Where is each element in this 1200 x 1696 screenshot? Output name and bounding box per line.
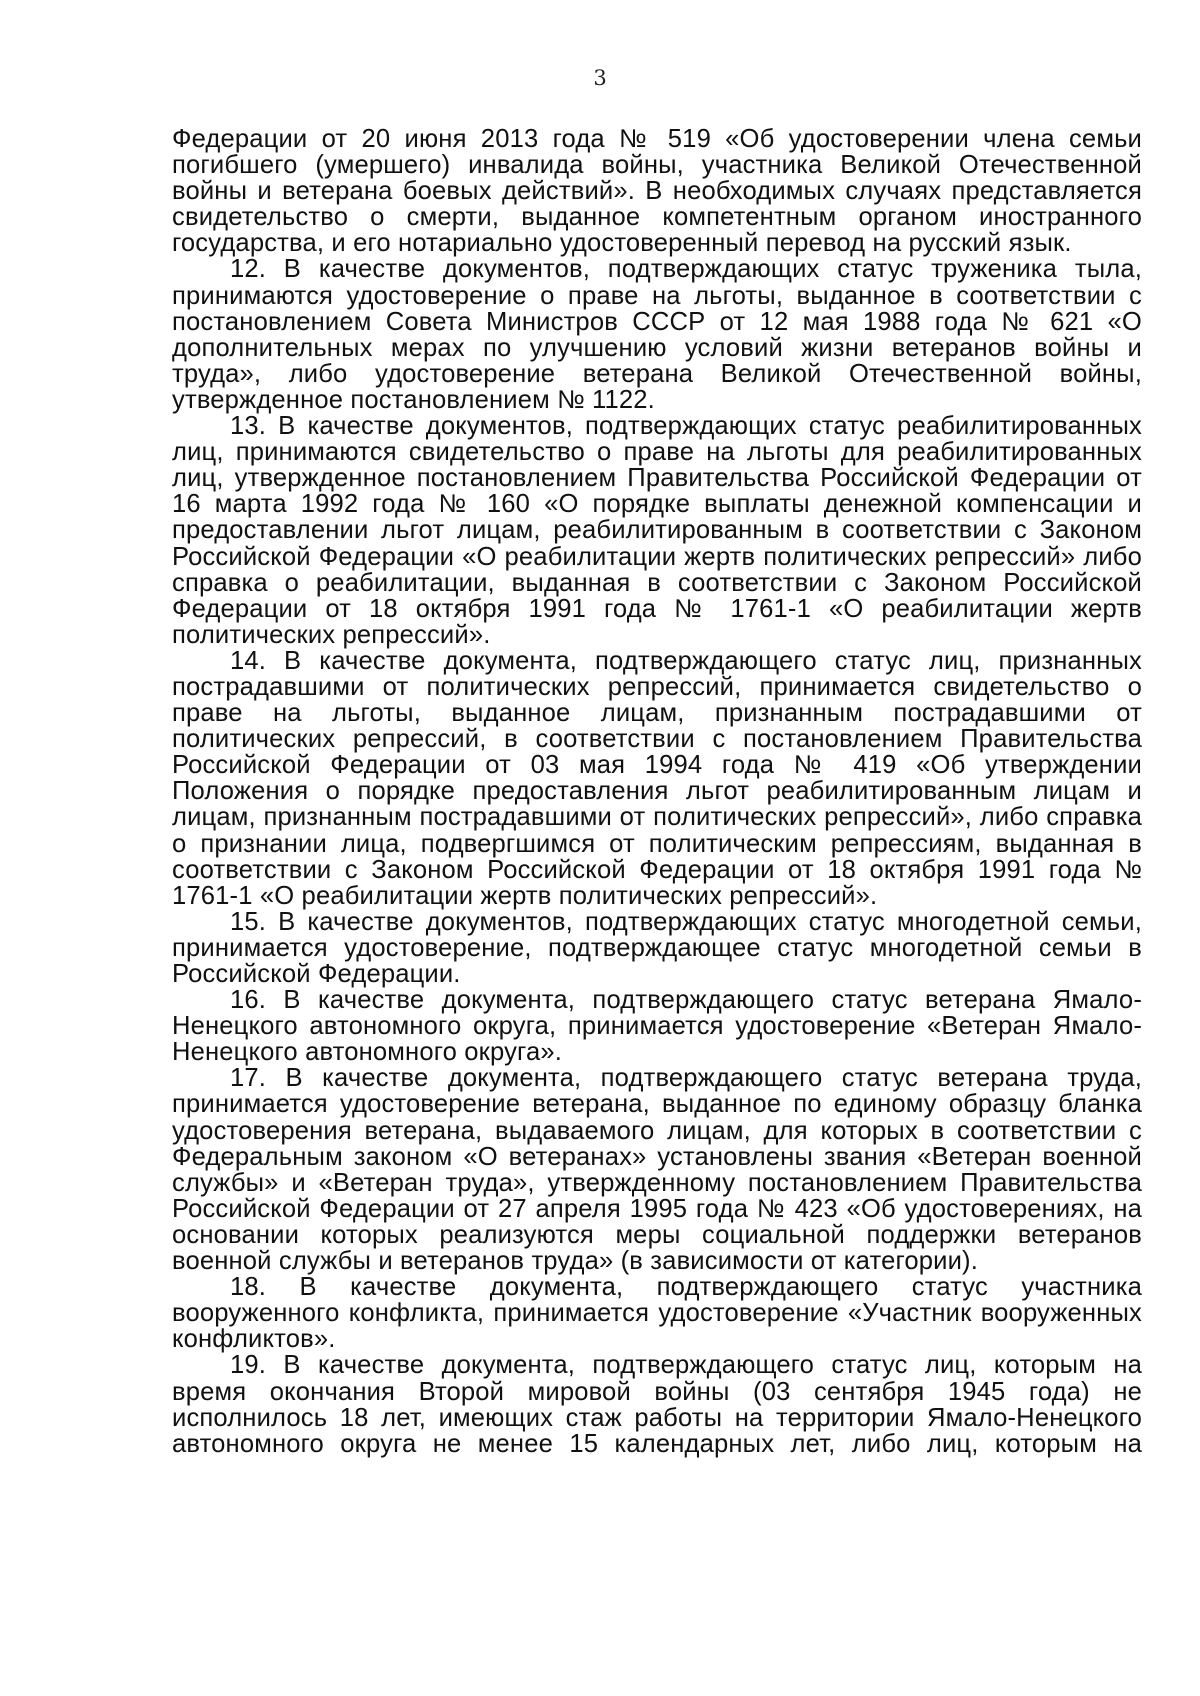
paragraph-item-12: 12. В качестве документов, подтверждающих статус труженика тыла, принимаются удостоверение о праве на льготы, выданное в соответствии с постановлением Совета Министров СССР от 12 мая 1988 года № 621 «О дополнительных мерах по улучшению условий жизни ветеранов войны и труда», либо удостоверение ветерана Великой Отечественной войны, утвержденное постановлением № 1122.: [172, 255, 1142, 414]
page-number: 3: [593, 66, 607, 90]
paragraph-item-14: 14. В качестве документа, подтверждающего статус лиц, признанных пострадавшими от политических репрессий, принимается свидетельство о праве на льготы, выданное лицам, признанным пострадавшими от политических репрессий, в соответствии с постановлением Правительства Российской Федерации от 03 мая 1994 года № 419 «Об утверждении Положения о порядке предоставления льгот реабилитированным лицам и лицам, признанным пострадавшими от политических репрессий», либо справка о признании лица, подвергшимся от политическим репрессиям, выданная в соответствии с Законом Российской Федерации от 18 октября 1991 года № 1761-1 «О реабилитации жертв политических репрессий».: [172, 646, 1142, 910]
paragraph-item-19: 19. В качестве документа, подтверждающего статус лиц, которым на время окончания Второй мировой войны (03 сентября 1945 года) не исполнилось 18 лет, имеющих стаж работы на территории Ямало-Ненецкого автономного округа не менее 15 календарных лет, либо лиц, которым на: [172, 1351, 1142, 1458]
document-body: [172, 126, 1142, 1457]
paragraph-item-16: 16. В качестве документа, подтверждающего статус ветерана Ямало-Ненецкого автономного округа, принимается удостоверение «Ветеран Ямало-Ненецкого автономного округа».: [172, 986, 1142, 1067]
paragraph-item-18: 18. В качестве документа, подтверждающего статус участника вооруженного конфликта, принимается удостоверение «Участник вооруженных конфликтов».: [172, 1273, 1142, 1354]
paragraph-item-15: 15. В качестве документов, подтверждающих статус многодетной семьи, принимается удостоверение, подтверждающее статус многодетной семьи в Российской Федерации.: [172, 907, 1142, 988]
paragraph-item-17: 17. В качестве документа, подтверждающего статус ветерана труда, принимается удостоверение ветерана, выданное по единому образцу бланка удостоверения ветерана, выдаваемого лицам, для которых в соответствии с Федеральным законом «О ветеранах» установлены звания «Ветеран военной службы» и «Ветеран труда», утвержденному постановлением Правительства Российской Федерации от 27 апреля 1995 года № 423 «Об удостоверениях, на основании которых реализуются меры социальной поддержки ветеранов военной службы и ветеранов труда» (в зависимости от категории).: [172, 1064, 1142, 1276]
paragraph-item-13: 13. В качестве документов, подтверждающих статус реабилитированных лиц, принимаются свидетельство о праве на льготы для реабилитированных лиц, утвержденное постановлением Правительства Российской Федерации от 16 марта 1992 года № 160 «О порядке выплаты денежной компенсации и предоставлении льгот лицам, реабилитированным в соответствии с Законом Российской Федерации «О реабилитации жертв политических репрессий» либо справка о реабилитации, выданная в соответствии с Законом Российской Федерации от 18 октября 1991 года № 1761-1 «О реабилитации жертв политических репрессий».: [172, 412, 1142, 649]
paragraph-continuation: Федерации от 20 июня 2013 года № 519 «Об удостоверении члена семьи погибшего (умершего) инвалида войны, участника Великой Отечественной войны и ветерана боевых действий». В необходимых случаях представляется свидетельство о смерти, выданное компетентным органом иностранного государства, и его нотариально удостоверенный перевод на русский язык.: [172, 125, 1142, 258]
